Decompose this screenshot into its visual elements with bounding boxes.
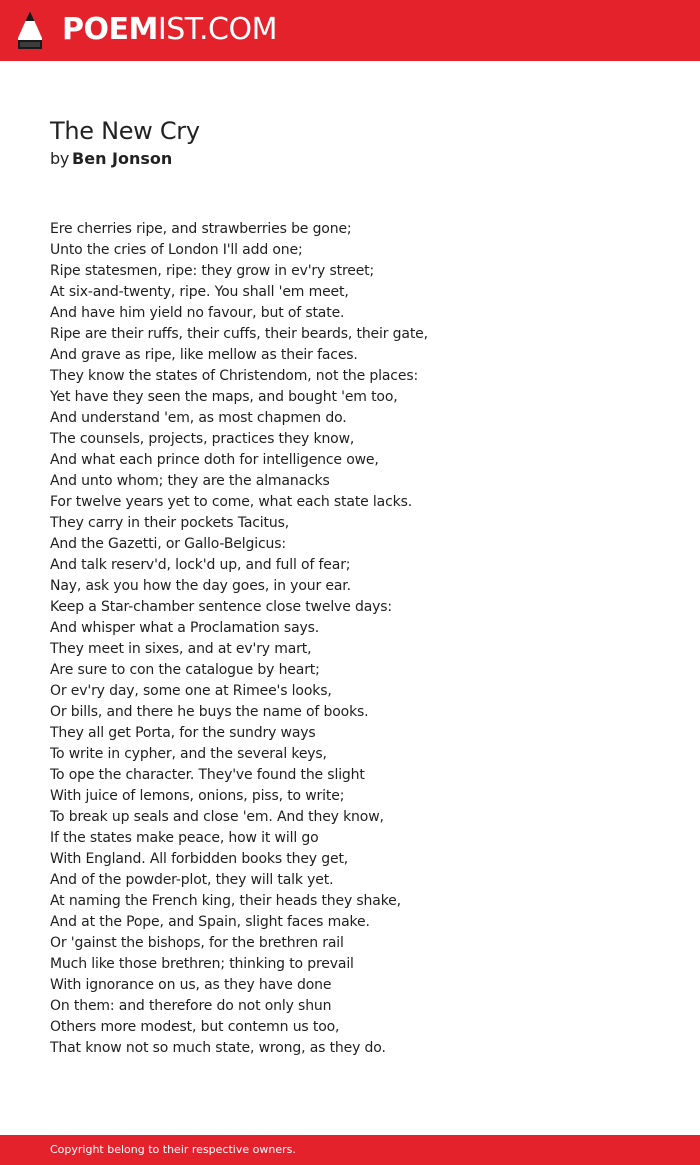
poem-line: They meet in sixes, and at ev'ry mart, — [50, 641, 312, 657]
poem-line: They all get Porta, for the sundry ways — [50, 725, 316, 741]
brand-regular: IST.COM — [157, 12, 277, 47]
poem-line: At naming the French king, their heads they shake, — [50, 893, 401, 909]
poem-line: And of the powder-plot, they will talk yet. — [50, 872, 334, 888]
poem-line: Or bills, and there he buys the name of books. — [50, 704, 369, 720]
poem-line: Yet have they seen the maps, and bought 'em too, — [50, 389, 398, 405]
site-header — [0, 0, 700, 61]
poem-line: To break up seals and close 'em. And they know, — [50, 809, 384, 825]
poem-line: They carry in their pockets Tacitus, — [50, 515, 290, 531]
poem-line: At six-and-twenty, ripe. You shall 'em meet, — [50, 284, 349, 300]
site-footer — [0, 1135, 700, 1165]
poem-line: And grave as ripe, like mellow as their faces. — [50, 347, 358, 363]
author-name: Ben Jonson — [72, 149, 173, 168]
byline — [50, 148, 172, 170]
poem-body — [50, 219, 670, 1059]
poem-line: Ripe are their ruffs, their cuffs, their beards, their gate, — [50, 326, 428, 342]
site-logo-text[interactable] — [62, 12, 277, 48]
poem-line: And have him yield no favour, but of state. — [50, 305, 345, 321]
brand-bold: POEM — [62, 12, 158, 47]
poem-line: With juice of lemons, onions, piss, to write; — [50, 788, 345, 804]
poem-line: Unto the cries of London I'll add one; — [50, 242, 303, 258]
poem-line: That know not so much state, wrong, as they do. — [50, 1040, 386, 1056]
poem-line: If the states make peace, how it will go — [50, 830, 319, 846]
poem-line: And at the Pope, and Spain, slight faces make. — [50, 914, 370, 930]
poem-line: And understand 'em, as most chapmen do. — [50, 410, 347, 426]
pencil-tip-icon[interactable] — [17, 10, 43, 50]
poem-line: Or ev'ry day, some one at Rimee's looks, — [50, 683, 332, 699]
poem-line: And whisper what a Proclamation says. — [50, 620, 320, 636]
poem-line: Others more modest, but contemn us too, — [50, 1019, 340, 1035]
poem-line: With ignorance on us, as they have done — [50, 977, 332, 993]
poem-line: Nay, ask you how the day goes, in your ear. — [50, 578, 351, 594]
poem-line: To write in cypher, and the several keys, — [50, 746, 327, 762]
poem-line: Much like those brethren; thinking to prevail — [50, 956, 354, 972]
poem-line: To ope the character. They've found the slight — [50, 767, 365, 783]
copyright-notice: Copyright belong to their respective owners. — [50, 1143, 296, 1156]
poem-line: Ere cherries ripe, and strawberries be gone; — [50, 221, 352, 237]
poem-line: The counsels, projects, practices they know, — [50, 431, 355, 447]
poem-line: And unto whom; they are the almanacks — [50, 473, 330, 489]
poem-line: On them: and therefore do not only shun — [50, 998, 332, 1014]
poem-line: Or 'gainst the bishops, for the brethren rail — [50, 935, 344, 951]
poem-line: And talk reserv'd, lock'd up, and full of fear; — [50, 557, 351, 573]
poem-line: Ripe statesmen, ripe: they grow in ev'ry street; — [50, 263, 375, 279]
poem-line: They know the states of Christendom, not the places: — [50, 368, 419, 384]
poem-line: Are sure to con the catalogue by heart; — [50, 662, 320, 678]
poem-title: The New Cry — [50, 117, 200, 145]
poem-line: And what each prince doth for intelligence owe, — [50, 452, 379, 468]
by-label: by — [50, 149, 70, 168]
poem-line: And the Gazetti, or Gallo-Belgicus: — [50, 536, 286, 552]
poem-line: With England. All forbidden books they get, — [50, 851, 349, 867]
poem-line: Keep a Star-chamber sentence close twelve days: — [50, 599, 392, 615]
poem-line: For twelve years yet to come, what each state lacks. — [50, 494, 413, 510]
